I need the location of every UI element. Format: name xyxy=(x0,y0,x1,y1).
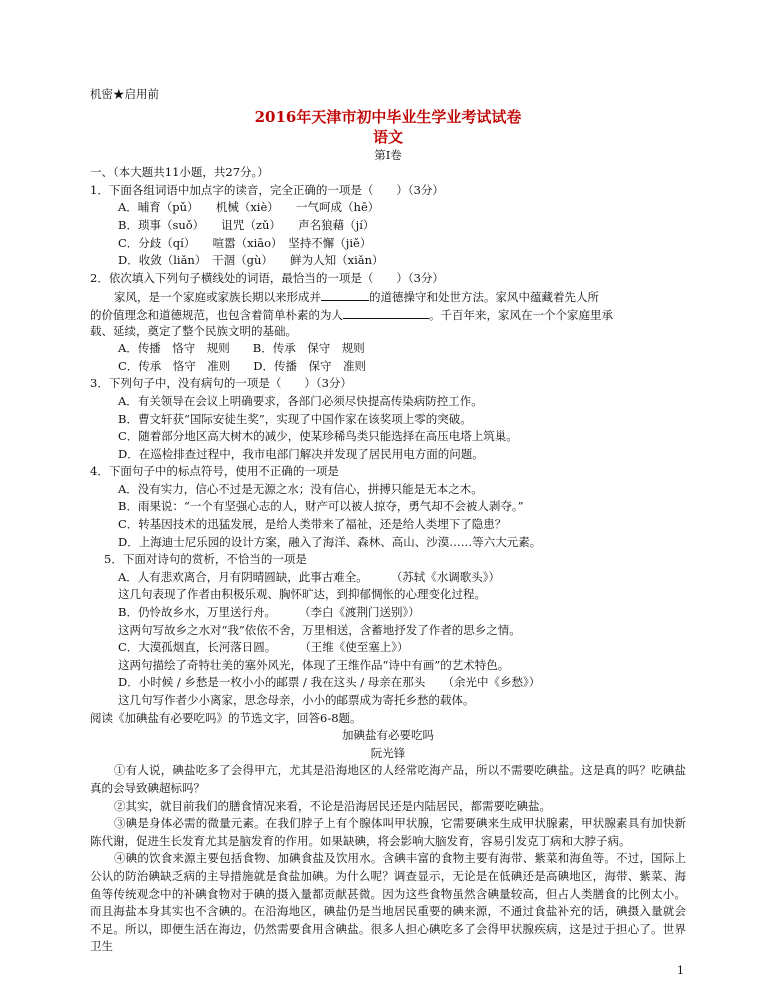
volume-label: 第Ⅰ卷 xyxy=(374,147,402,162)
reading-paragraph-4: ④碘的饮食来源主要包括食物、加碘食盐及饮用水。含碘丰富的食物主要有海带、紫菜和海鱼等。不过，国际上公认的防治碘缺乏病的主导措施就是食盐加碘。为什么呢？调查显示，无论是在低碘还是高碘地区，海带、紫菜、海鱼等传统观念中的补碘食物对于碘的摄入量都贡献甚微。因为这些食物虽然含碘量较高，但占人类膳食的比例太小。而且海盐本身其实也不含碘的。在沿海地区，碘盐仍是当地居民重要的碘来源，不通过食盐补充的话，碘摄入量就会不足。所以，即便生活在海边，仍然需要食用含碘盐。很多人担心碘吃多了会得甲状腺疾病，这是过于担心了。世界卫生 xyxy=(90,851,686,954)
question-4-option-b: B．雨果说：“一个有坚强心志的人，财产可以被人掠夺，勇气却不会被人剥夺。” xyxy=(118,499,524,514)
page-content xyxy=(90,86,686,956)
reading-paragraph-1: ①有人说，碘盐吃多了会得甲亢，尤其是沿海地区的人经常吃海产品，所以不需要吃碘盐。这是真的吗？吃碘盐真的会导致碘超标吗？ xyxy=(90,763,686,795)
question-4-option-c: C．转基因技术的迅猛发展，是给人类带来了福祉，还是给人类埋下了隐患？ xyxy=(118,517,507,532)
reading-instruction: 阅读《加碘盐有必要吃吗》的节选文字，回答6-8题。 xyxy=(90,710,362,725)
question-1-option-a: A．晡育（pǔ） 机械（xiè） 一气呵成（hē） xyxy=(118,200,380,215)
page-number: 1 xyxy=(677,964,684,977)
question-1-option-b: B．琐事（suǒ） 诅咒（zǔ） 声名狼藉（jí） xyxy=(118,217,375,232)
question-2-passage-line-3: 载、延续，奠定了整个民族文明的基础。 xyxy=(90,323,297,338)
reading-paragraph-2: ②其实，就目前我们的膳食情况来看，不论是沿海居民还是内陆居民，都需要吃碘盐。 xyxy=(114,798,551,813)
question-2-passage-line-1: 家风，是一个家庭或家族长期以来形成并 的道德操守和处世方法。家风中蕴藏着先人所 xyxy=(90,287,686,305)
reading-author: 阮光锋 xyxy=(370,745,406,760)
question-2-options-cd: C．传承 恪守 准则 D．传播 保守 准则 xyxy=(118,358,367,373)
question-5-option-c: C．大漠孤烟直，长河落日圆。 （王维《使至塞上》） xyxy=(118,640,409,655)
question-1-option-c: C．分歧（qí） 喧嚣（xiāo） 坚持不懈（jiě） xyxy=(118,235,372,250)
question-3-option-a: A．有关领导在会议上明确要求，各部门必须尽快提高传染病防控工作。 xyxy=(118,393,483,408)
question-4-option-d: D．上海迪士尼乐园的设计方案，融入了海洋、森林、高山、沙漠……等六大元素。 xyxy=(118,534,542,549)
question-3-stem: 3．下列句子中，没有病句的一项是（ ）（3分） xyxy=(90,376,352,391)
question-4-stem: 4．下面句子中的标点符号，使用不正确的一项是 xyxy=(90,464,339,479)
question-5-option-a-note: 这几句表现了作者由积极乐观、胸怀旷达，到抑郁惆怅的心理变化过程。 xyxy=(118,587,486,602)
reading-title: 加碘盐有必要吃吗 xyxy=(342,728,434,743)
question-5-option-d-note: 这几句写作者少小离家，思念母亲，小小的邮票成为寄托乡愁的载体。 xyxy=(118,693,475,707)
subject-title: 语文 xyxy=(372,127,403,146)
question-5-option-b: B．仍怜故乡水，万里送行舟。 （李白《渡荆门送别》） xyxy=(118,605,420,620)
question-3-option-c: C．随着部分地区高大树木的减少，使某珍稀鸟类只能选择在高压电塔上筑巢。 xyxy=(118,429,518,444)
question-5-option-a: A．人有悲欢离合，月有阴晴圆缺，此事古难全。 （苏轼《水调歌头》） xyxy=(118,569,501,584)
question-2-stem: 2．依次填入下列句子横线处的词语，最恰当的一项是（ ）（3分） xyxy=(90,270,444,285)
question-3-option-d: D．在巡检排查过程中，我市电部门解决并发现了居民用电方面的问题。 xyxy=(118,446,484,461)
question-1-option-d: D．收敛（liǎn） 干涸（gù） 鲜为人知（xiǎn） xyxy=(118,253,384,268)
blank-1 xyxy=(321,287,369,301)
question-5-option-c-note: 这两句描绘了奇特壮美的塞外风光，体现了王维作品“诗中有画”的艺术特色。 xyxy=(118,657,510,672)
confidential-label: 机密★启用前 xyxy=(90,87,159,101)
blank-2 xyxy=(343,305,429,319)
exam-title: 2016年天津市初中毕业生学业考试试卷 xyxy=(254,107,522,126)
question-2-options-ab: A．传播 恪守 规则 B．传承 保守 规则 xyxy=(118,341,365,356)
question-2-passage-line-2: 的价值理念和道德规范，也包含着简单朴素的为人 。千百年来，家风在一个个家庭里承 xyxy=(90,305,686,323)
question-4-option-a: A．没有实力，信心不过是无源之水；没有信心，拼搏只能是无本之木。 xyxy=(118,481,483,496)
question-5-option-b-note: 这两句写故乡之水对“我”依依不舍，万里相送，含蓄地抒发了作者的思乡之情。 xyxy=(118,622,521,637)
question-5-stem: 5．下面对诗句的赏析，不恰当的一项是 xyxy=(104,552,307,567)
question-3-option-b: B．曹文轩获“国际安徒生奖”，实现了中国作家在该奖项上零的突破。 xyxy=(118,411,472,426)
question-1-stem: 1．下面各组词语中加点字的读音，完全正确的一项是（ ）（3分） xyxy=(90,182,444,197)
reading-paragraph-3: ③碘是身体必需的微量元素。在我们脖子上有个腺体叫甲状腺，它需要碘来生成甲状腺素，甲状腺素具有加快新陈代谢，促进生长发育尤其是脑发育的作用。如果缺碘，将会影响大脑发育，容易引发克丁病和大脖子病。 xyxy=(90,816,686,848)
question-5-option-d: D．小时候 / 乡愁是一枚小小的邮票 / 我在这头 / 母亲在那头 （余光中《乡愁》） xyxy=(118,675,541,690)
section-heading: 一、（本大题共11小题，共27分。） xyxy=(90,165,269,180)
